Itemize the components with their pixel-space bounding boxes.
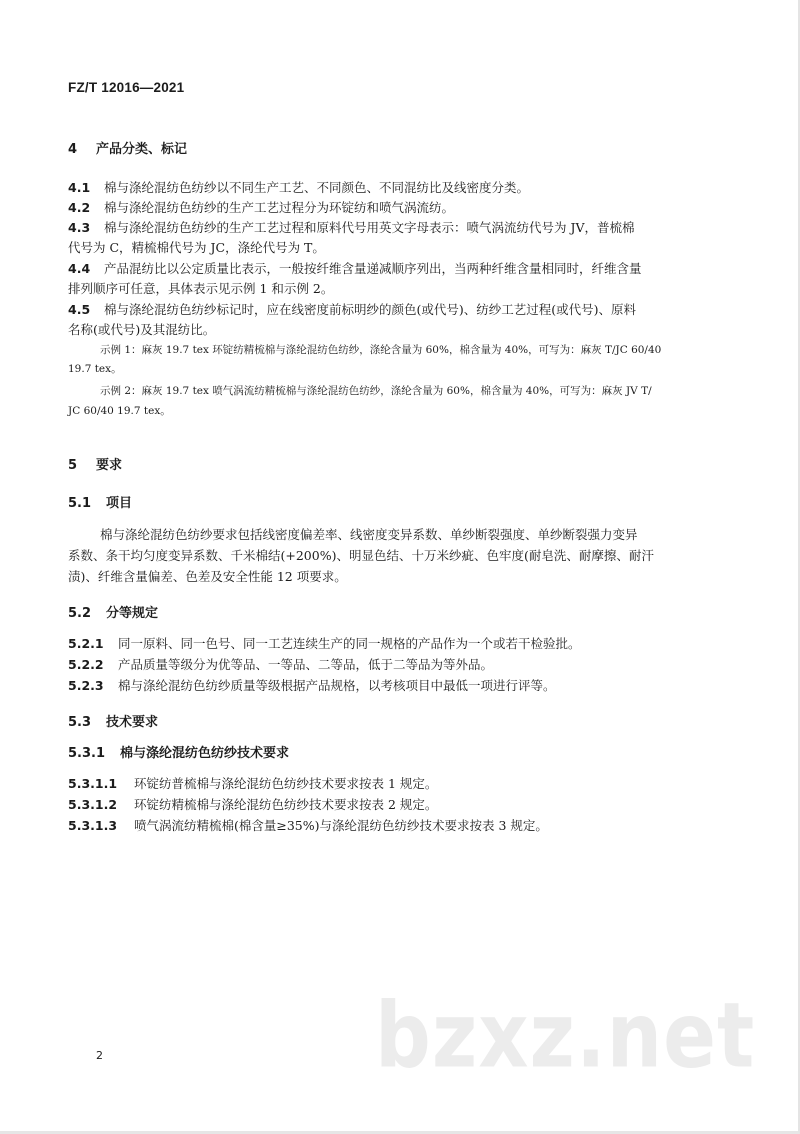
clause-4-4-continued: 排列顺序可任意，具体表示见示例 1 和示例 2。: [68, 281, 334, 296]
clause-number: 4.1: [68, 180, 91, 195]
clause-text: 环锭纺普梳棉与涤纶混纺色纺纱技术要求按表 1 规定。: [134, 776, 438, 791]
clause-4-2: [68, 198, 454, 217]
section-title: 棉与涤纶混纺色纺纱技术要求: [120, 746, 290, 761]
standard-code: FZ/T 12016—2021: [68, 80, 185, 95]
clause-4-5-continued: 名称(或代号)及其混纺比。: [68, 322, 216, 337]
section-title: 分等规定: [106, 606, 159, 621]
clause-text: 棉与涤纶混纺色纺纱质量等级根据产品规格，以考核项目中最低一项进行评等。: [118, 678, 556, 693]
clause-number: 4.5: [68, 302, 91, 317]
clause-number: 5.3.1.1: [68, 776, 118, 791]
clause-4-4: [68, 259, 642, 278]
section-4-heading: [68, 138, 187, 157]
clause-text: 同一原料、同一色号、同一工艺连续生产的同一规格的产品作为一个或若干检验批。: [118, 636, 581, 651]
clause-5-3-1-1: [68, 774, 437, 793]
clause-number: 5.2.3: [68, 678, 104, 693]
section-number: 5.1: [68, 496, 92, 511]
clause-number: 4.4: [68, 261, 91, 276]
section-number: 4: [68, 142, 78, 157]
clause-number: 4.3: [68, 220, 91, 235]
section-title: 项目: [106, 496, 133, 511]
section-5-3-heading: [68, 711, 158, 730]
example-1: 示例 1：麻灰 19.7 tex 环锭纺精梳棉与涤纶混纺色纺纱，涤纶含量为 60%，棉含量为 40%，可写为：麻灰 T/JC 60/40: [100, 344, 662, 356]
clause-5-2-2: [68, 655, 493, 674]
clause-text: 产品质量等级分为优等品、一等品、二等品，低于二等品为等外品。: [118, 657, 494, 672]
example-1-continued: 19.7 tex。: [68, 363, 122, 375]
clause-number: 5.2.1: [68, 636, 104, 651]
section-5-1-text-line-1: 棉与涤纶混纺色纺纱要求包括线密度偏差率、线密度变异系数、单纱断裂强度、单纱断裂强力变异: [100, 527, 638, 542]
section-number: 5.3.1: [68, 746, 106, 761]
section-title: 产品分类、标记: [96, 142, 188, 157]
clause-4-5: [68, 300, 636, 319]
clause-text: 棉与涤纶混纺色纺纱标记时，应在线密度前标明纱的颜色(或代号)、纺纱工艺过程(或代号)、原料: [104, 302, 637, 317]
clause-5-2-1: [68, 634, 581, 653]
watermark: bzxz.net: [375, 985, 756, 1089]
example-2-continued: JC 60/40 19.7 tex。: [68, 405, 171, 417]
section-5-1-text-line-3: 渍)、纤维含量偏差、色差及安全性能 12 项要求。: [68, 569, 347, 584]
clause-text: 环锭纺精梳棉与涤纶混纺色纺纱技术要求按表 2 规定。: [134, 797, 438, 812]
section-5-1-text-line-2: 系数、条干均匀度变异系数、千米棉结(+200%)、明显色结、十万米纱疵、色牢度(耐皂洗、耐摩擦、耐汗: [68, 548, 654, 563]
clause-5-2-3: [68, 676, 556, 695]
section-5-heading: [68, 454, 122, 473]
clause-5-3-1-3: [68, 816, 548, 835]
section-5-1-heading: [68, 492, 132, 511]
section-title: 要求: [96, 458, 123, 473]
section-number: 5: [68, 458, 78, 473]
clause-number: 5.3.1.2: [68, 797, 118, 812]
example-2: 示例 2：麻灰 19.7 tex 喷气涡流纺精梳棉与涤纶混纺色纺纱，涤纶含量为 60%，棉含量为 40%，可写为：麻灰 JV T/: [100, 385, 652, 397]
page-number: 2: [96, 1049, 103, 1062]
clause-text: 喷气涡流纺精梳棉(棉含量≥35%)与涤纶混纺色纺纱技术要求按表 3 规定。: [134, 818, 548, 833]
section-number: 5.2: [68, 606, 92, 621]
section-title: 技术要求: [106, 715, 159, 730]
clause-number: 5.3.1.3: [68, 818, 118, 833]
section-number: 5.3: [68, 715, 92, 730]
clause-5-3-1-2: [68, 795, 437, 814]
clause-4-1: [68, 178, 529, 197]
clause-text: 棉与涤纶混纺色纺纱以不同生产工艺、不同颜色、不同混纺比及线密度分类。: [104, 180, 530, 195]
clause-text: 产品混纺比以公定质量比表示，一般按纤维含量递减顺序列出，当两种纤维含量相同时，纤维含量: [104, 261, 642, 276]
clause-text: 棉与涤纶混纺色纺纱的生产工艺过程和原料代号用英文字母表示：喷气涡流纺代号为 JV，普梳棉: [104, 220, 635, 235]
section-5-3-1-heading: [68, 742, 289, 761]
clause-number: 5.2.2: [68, 657, 104, 672]
clause-4-3: [68, 218, 635, 237]
section-5-2-heading: [68, 602, 158, 621]
clause-4-3-continued: 代号为 C，精梳棉代号为 JC，涤纶代号为 T。: [68, 240, 325, 255]
clause-text: 棉与涤纶混纺色纺纱的生产工艺过程分为环锭纺和喷气涡流纺。: [104, 200, 455, 215]
clause-number: 4.2: [68, 200, 91, 215]
